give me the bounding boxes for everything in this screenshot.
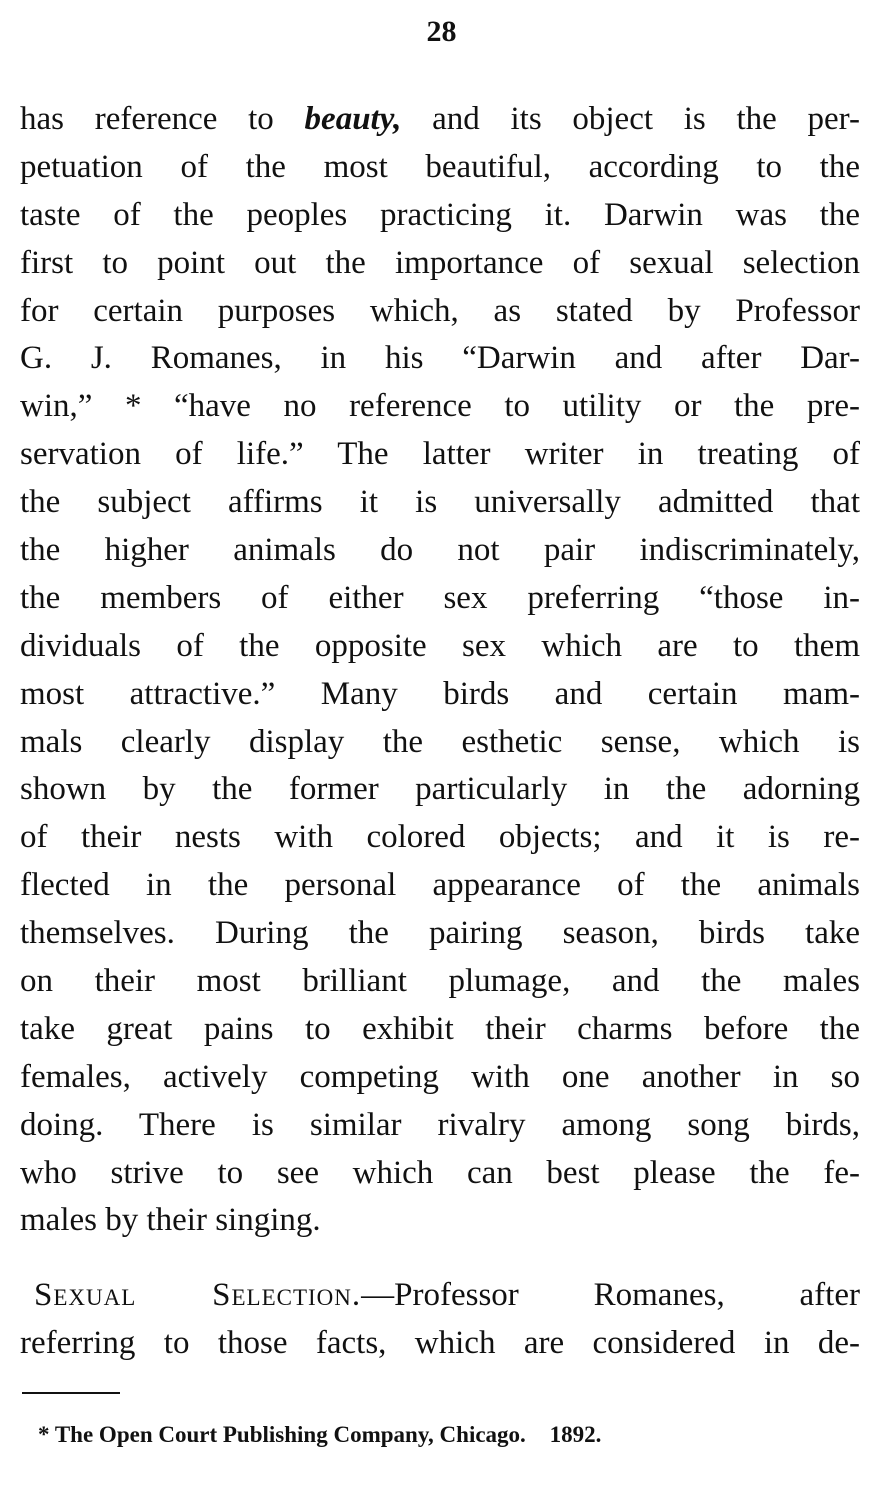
text-line: has reference to beauty, and its object is the per- xyxy=(20,101,860,137)
text-line: themselves. During the pairing season, birds take xyxy=(20,915,860,952)
footnote-marker: * xyxy=(38,1422,50,1447)
text-line: most attractive.” Many birds and certain mam- xyxy=(20,675,860,712)
text-line: of their nests with colored objects; and it is re- xyxy=(20,819,860,856)
text-line: G. J. Romanes, in his “Darwin and after Dar- xyxy=(20,340,860,377)
text-line: taste of the peoples practicing it. Darwin was the xyxy=(20,196,860,233)
text-line: flected in the personal appearance of the animals xyxy=(20,867,860,904)
text-line: the members of either sex preferring “those in- xyxy=(20,579,860,616)
footnote-year: 1892. xyxy=(549,1422,602,1447)
text-line: females, actively competing with one another in so xyxy=(20,1058,860,1095)
footnote xyxy=(38,1420,838,1450)
text-line: dividuals of the opposite sex which are to them xyxy=(20,627,860,664)
section-first-line: Sexual Selection.—Professor Romanes, after xyxy=(34,1277,860,1313)
section-sexual-selection xyxy=(20,1272,860,1368)
text-line: doing. There is similar rivalry among song birds, xyxy=(20,1106,860,1143)
text-line: the subject affirms it is universally admitted that xyxy=(20,484,860,521)
text-line: win,” * “have no reference to utility or the pre- xyxy=(20,388,860,425)
text-line: shown by the former particularly in the adorning xyxy=(20,771,860,808)
text-line: males by their singing. xyxy=(20,1202,321,1239)
text-line: who strive to see which can best please the fe- xyxy=(20,1154,860,1191)
text-line: for certain purposes which, as stated by Professor xyxy=(20,292,860,329)
emphasis-beauty: beauty, xyxy=(304,101,402,137)
text-line: take great pains to exhibit their charms before the xyxy=(20,1010,860,1047)
page-number: 28 xyxy=(426,15,457,48)
text-line: first to point out the importance of sexual selection xyxy=(20,244,860,281)
text-line: petuation of the most beautiful, according to the xyxy=(20,148,860,185)
text-line: referring to those facts, which are considered in de- xyxy=(20,1324,860,1361)
text-line: the higher animals do not pair indiscriminately, xyxy=(20,532,860,569)
text-line: servation of life.” The latter writer in treating of xyxy=(20,436,860,473)
text-line: mals clearly display the esthetic sense, which is xyxy=(20,723,860,760)
main-paragraph xyxy=(20,96,860,1245)
text-line: on their most brilliant plumage, and the males xyxy=(20,963,860,1000)
footnote-text: The Open Court Publishing Company, Chicago. xyxy=(54,1422,526,1447)
section-heading: Sexual Selection. xyxy=(34,1277,362,1313)
footnote-divider xyxy=(22,1392,120,1394)
